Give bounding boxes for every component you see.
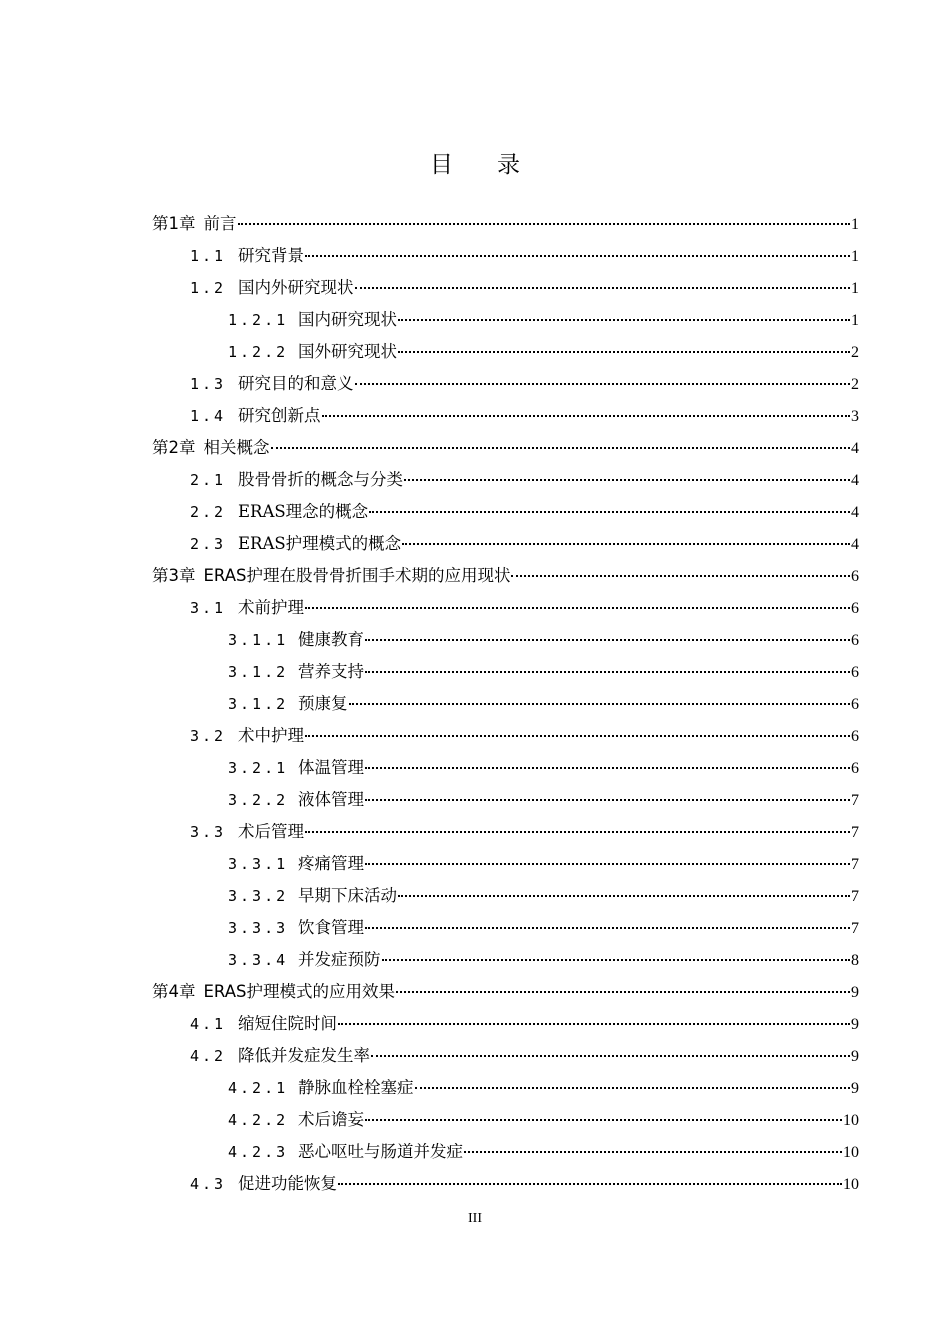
toc-entry-title: ERAS护理模式的概念 [238, 534, 402, 553]
toc-chapter-entry[interactable] [152, 210, 859, 242]
toc-entry-page: 10 [843, 1176, 859, 1193]
toc-entry-number: 3.2.2 [228, 791, 289, 809]
toc-entry-page: 6 [851, 632, 859, 649]
toc-entry-number: 2.2 [190, 503, 227, 521]
toc-dot-leader [398, 319, 850, 321]
toc-entry-title: 研究创新点 [238, 406, 321, 425]
toc-entry-number: 1.2 [190, 279, 227, 297]
toc-entry-title: 研究背景 [238, 246, 304, 265]
toc-entry-page: 1 [851, 216, 859, 233]
toc-section-entry[interactable] [152, 786, 859, 818]
toc-entry-title: 营养支持 [298, 662, 364, 681]
toc-entry-title: 股骨骨折的概念与分类 [238, 470, 403, 489]
toc-entry-number: 3.1.1 [228, 631, 289, 649]
toc-dot-leader [322, 415, 851, 417]
toc-entry-title: 液体管理 [298, 790, 364, 809]
toc-entry-title: 相关概念 [203, 438, 270, 457]
toc-entry-number: 4.2 [190, 1047, 227, 1065]
toc-entry-number: 3.3.2 [228, 887, 289, 905]
toc-entry-number: 1.1 [190, 247, 227, 265]
toc-section-entry[interactable] [152, 1106, 859, 1138]
toc-entry-number: 3.1.2 [228, 663, 289, 681]
toc-entry-page: 10 [843, 1144, 859, 1161]
toc-section-entry[interactable] [152, 658, 859, 690]
toc-entry-number: 3.3.4 [228, 951, 289, 969]
page-title: 目录 [430, 152, 564, 178]
toc-entry-page: 7 [851, 792, 859, 809]
toc-entry-number: 2.3 [190, 535, 227, 553]
toc-entry-page: 2 [851, 376, 859, 393]
toc-dot-leader [338, 1023, 850, 1025]
toc-entry-number: 3.2.1 [228, 759, 289, 777]
toc-dot-leader [305, 735, 850, 737]
toc-dot-leader [365, 799, 850, 801]
toc-section-entry[interactable] [152, 306, 859, 338]
toc-section-entry[interactable] [152, 498, 859, 530]
toc-dot-leader [365, 671, 850, 673]
toc-section-entry[interactable] [152, 914, 859, 946]
toc-entry-number: 4.2.2 [228, 1111, 289, 1129]
toc-entry-title: 体温管理 [298, 758, 364, 777]
toc-chapter-entry[interactable] [152, 562, 859, 594]
toc-section-entry[interactable] [152, 242, 859, 274]
toc-entry-page: 4 [851, 504, 859, 521]
toc-dot-leader [382, 959, 851, 961]
toc-section-entry[interactable] [152, 338, 859, 370]
toc-dot-leader [338, 1183, 842, 1185]
toc-entry-title: 国外研究现状 [298, 342, 397, 361]
toc-entry-page: 4 [851, 440, 859, 457]
toc-section-entry[interactable] [152, 754, 859, 786]
toc-entry-page: 2 [851, 344, 859, 361]
toc-entry-page: 1 [851, 280, 859, 297]
toc-entry-page: 6 [851, 600, 859, 617]
toc-dot-leader [402, 543, 850, 545]
toc-chapter-entry[interactable] [152, 978, 859, 1010]
toc-entry-title: 术前护理 [238, 598, 304, 617]
toc-dot-leader [365, 767, 850, 769]
toc-dot-leader [365, 1119, 842, 1121]
toc-section-entry[interactable] [152, 1170, 859, 1202]
toc-entry-page: 9 [851, 1048, 859, 1065]
toc-entry-number: 1.4 [190, 407, 227, 425]
toc-entry-title: 促进功能恢复 [238, 1174, 337, 1193]
toc-section-entry[interactable] [152, 530, 859, 562]
toc-entry-title: 静脉血栓栓塞症 [298, 1078, 414, 1097]
toc-dot-leader [305, 831, 850, 833]
toc-entry-title: ERAS护理模式的应用效果 [203, 982, 395, 1001]
toc-entry-number: 4.3 [190, 1175, 227, 1193]
toc-dot-leader [305, 255, 850, 257]
toc-entry-page: 6 [851, 696, 859, 713]
toc-entry-number: 1.2.2 [228, 343, 289, 361]
toc-dot-leader [355, 383, 851, 385]
toc-dot-leader [365, 927, 850, 929]
toc-entry-number: 3.3.3 [228, 919, 289, 937]
toc-section-entry[interactable] [152, 370, 859, 402]
toc-entry-title: 国内外研究现状 [238, 278, 354, 297]
toc-entry-page: 8 [851, 952, 859, 969]
toc-entry-page: 9 [851, 1016, 859, 1033]
toc-section-entry[interactable] [152, 274, 859, 306]
toc-entry-number: 4.1 [190, 1015, 227, 1033]
toc-entry-page: 6 [851, 568, 859, 585]
toc-entry-page: 7 [851, 888, 859, 905]
toc-entry-title: ERAS护理在股骨骨折围手术期的应用现状 [203, 566, 511, 585]
toc-entry-title: 术后管理 [238, 822, 304, 841]
toc-entry-number: 3.1.2 [228, 695, 289, 713]
toc-entry-title: 术中护理 [238, 726, 304, 745]
toc-entry-number: 4.2.3 [228, 1143, 289, 1161]
toc-section-entry[interactable] [152, 850, 859, 882]
toc-entry-title: 饮食管理 [298, 918, 364, 937]
toc-section-entry[interactable] [152, 1042, 859, 1074]
toc-dot-leader [398, 351, 850, 353]
toc-entry-number: 第4章 [152, 982, 196, 1001]
toc-entry-title: 国内研究现状 [298, 310, 397, 329]
toc-entry-title: 前言 [203, 214, 237, 233]
toc-entry-number: 第2章 [152, 438, 196, 457]
toc-section-entry[interactable] [152, 690, 859, 722]
toc-entry-number: 4.2.1 [228, 1079, 289, 1097]
toc-dot-leader [464, 1151, 842, 1153]
toc-dot-leader [238, 223, 851, 225]
toc-entry-number: 3.2 [190, 727, 227, 745]
toc-dot-leader [371, 1055, 850, 1057]
toc-dot-leader [271, 447, 851, 449]
toc-entry-page: 1 [851, 312, 859, 329]
toc-section-entry[interactable] [152, 818, 859, 850]
toc-entry-number: 第3章 [152, 566, 196, 585]
toc-dot-leader [369, 511, 850, 513]
toc-entry-title: 恶心呕吐与肠道并发症 [298, 1142, 463, 1161]
toc-entry-title: ERAS理念的概念 [238, 502, 369, 521]
toc-entry-title: 术后谵妄 [298, 1110, 364, 1129]
toc-entry-title: 降低并发症发生率 [238, 1046, 370, 1065]
toc-dot-leader [305, 607, 850, 609]
toc-entry-title: 缩短住院时间 [238, 1014, 337, 1033]
toc-entry-page: 7 [851, 920, 859, 937]
toc-entry-number: 3.3.1 [228, 855, 289, 873]
toc-dot-leader [365, 863, 850, 865]
toc-entry-title: 并发症预防 [298, 950, 381, 969]
toc-entry-number: 3.1 [190, 599, 227, 617]
toc-entry-page: 1 [851, 248, 859, 265]
toc-dot-leader [511, 575, 850, 577]
toc-section-entry[interactable] [152, 594, 859, 626]
toc-section-entry[interactable] [152, 626, 859, 658]
toc-entry-number: 1.2.1 [228, 311, 289, 329]
toc-section-entry[interactable] [152, 1010, 859, 1042]
toc-entry-title: 研究目的和意义 [238, 374, 354, 393]
toc-dot-leader [349, 703, 851, 705]
toc-entry-title: 健康教育 [298, 630, 364, 649]
toc-entry-number: 1.3 [190, 375, 227, 393]
toc-entry-number: 3.3 [190, 823, 227, 841]
table-of-contents [152, 210, 859, 1202]
toc-dot-leader [396, 991, 850, 993]
toc-entry-page: 3 [851, 408, 859, 425]
toc-entry-page: 10 [843, 1112, 859, 1129]
toc-dot-leader [398, 895, 850, 897]
toc-entry-page: 4 [851, 472, 859, 489]
toc-section-entry[interactable] [152, 722, 859, 754]
toc-dot-leader [415, 1087, 851, 1089]
toc-entry-page: 6 [851, 760, 859, 777]
toc-dot-leader [355, 287, 851, 289]
toc-entry-page: 6 [851, 728, 859, 745]
toc-entry-page: 9 [851, 1080, 859, 1097]
toc-entry-title: 疼痛管理 [298, 854, 364, 873]
toc-section-entry[interactable] [152, 882, 859, 914]
toc-entry-page: 4 [851, 536, 859, 553]
toc-dot-leader [365, 639, 850, 641]
page-number: III [468, 1211, 482, 1226]
toc-section-entry[interactable] [152, 1138, 859, 1170]
toc-entry-page: 7 [851, 856, 859, 873]
toc-entry-page: 9 [851, 984, 859, 1001]
toc-entry-page: 6 [851, 664, 859, 681]
toc-entry-number: 2.1 [190, 471, 227, 489]
toc-section-entry[interactable] [152, 402, 859, 434]
toc-entry-title: 早期下床活动 [298, 886, 397, 905]
toc-section-entry[interactable] [152, 466, 859, 498]
toc-dot-leader [404, 479, 850, 481]
toc-entry-page: 7 [851, 824, 859, 841]
toc-entry-number: 第1章 [152, 214, 196, 233]
toc-entry-title: 预康复 [298, 694, 348, 713]
toc-chapter-entry[interactable] [152, 434, 859, 466]
toc-section-entry[interactable] [152, 1074, 859, 1106]
toc-section-entry[interactable] [152, 946, 859, 978]
